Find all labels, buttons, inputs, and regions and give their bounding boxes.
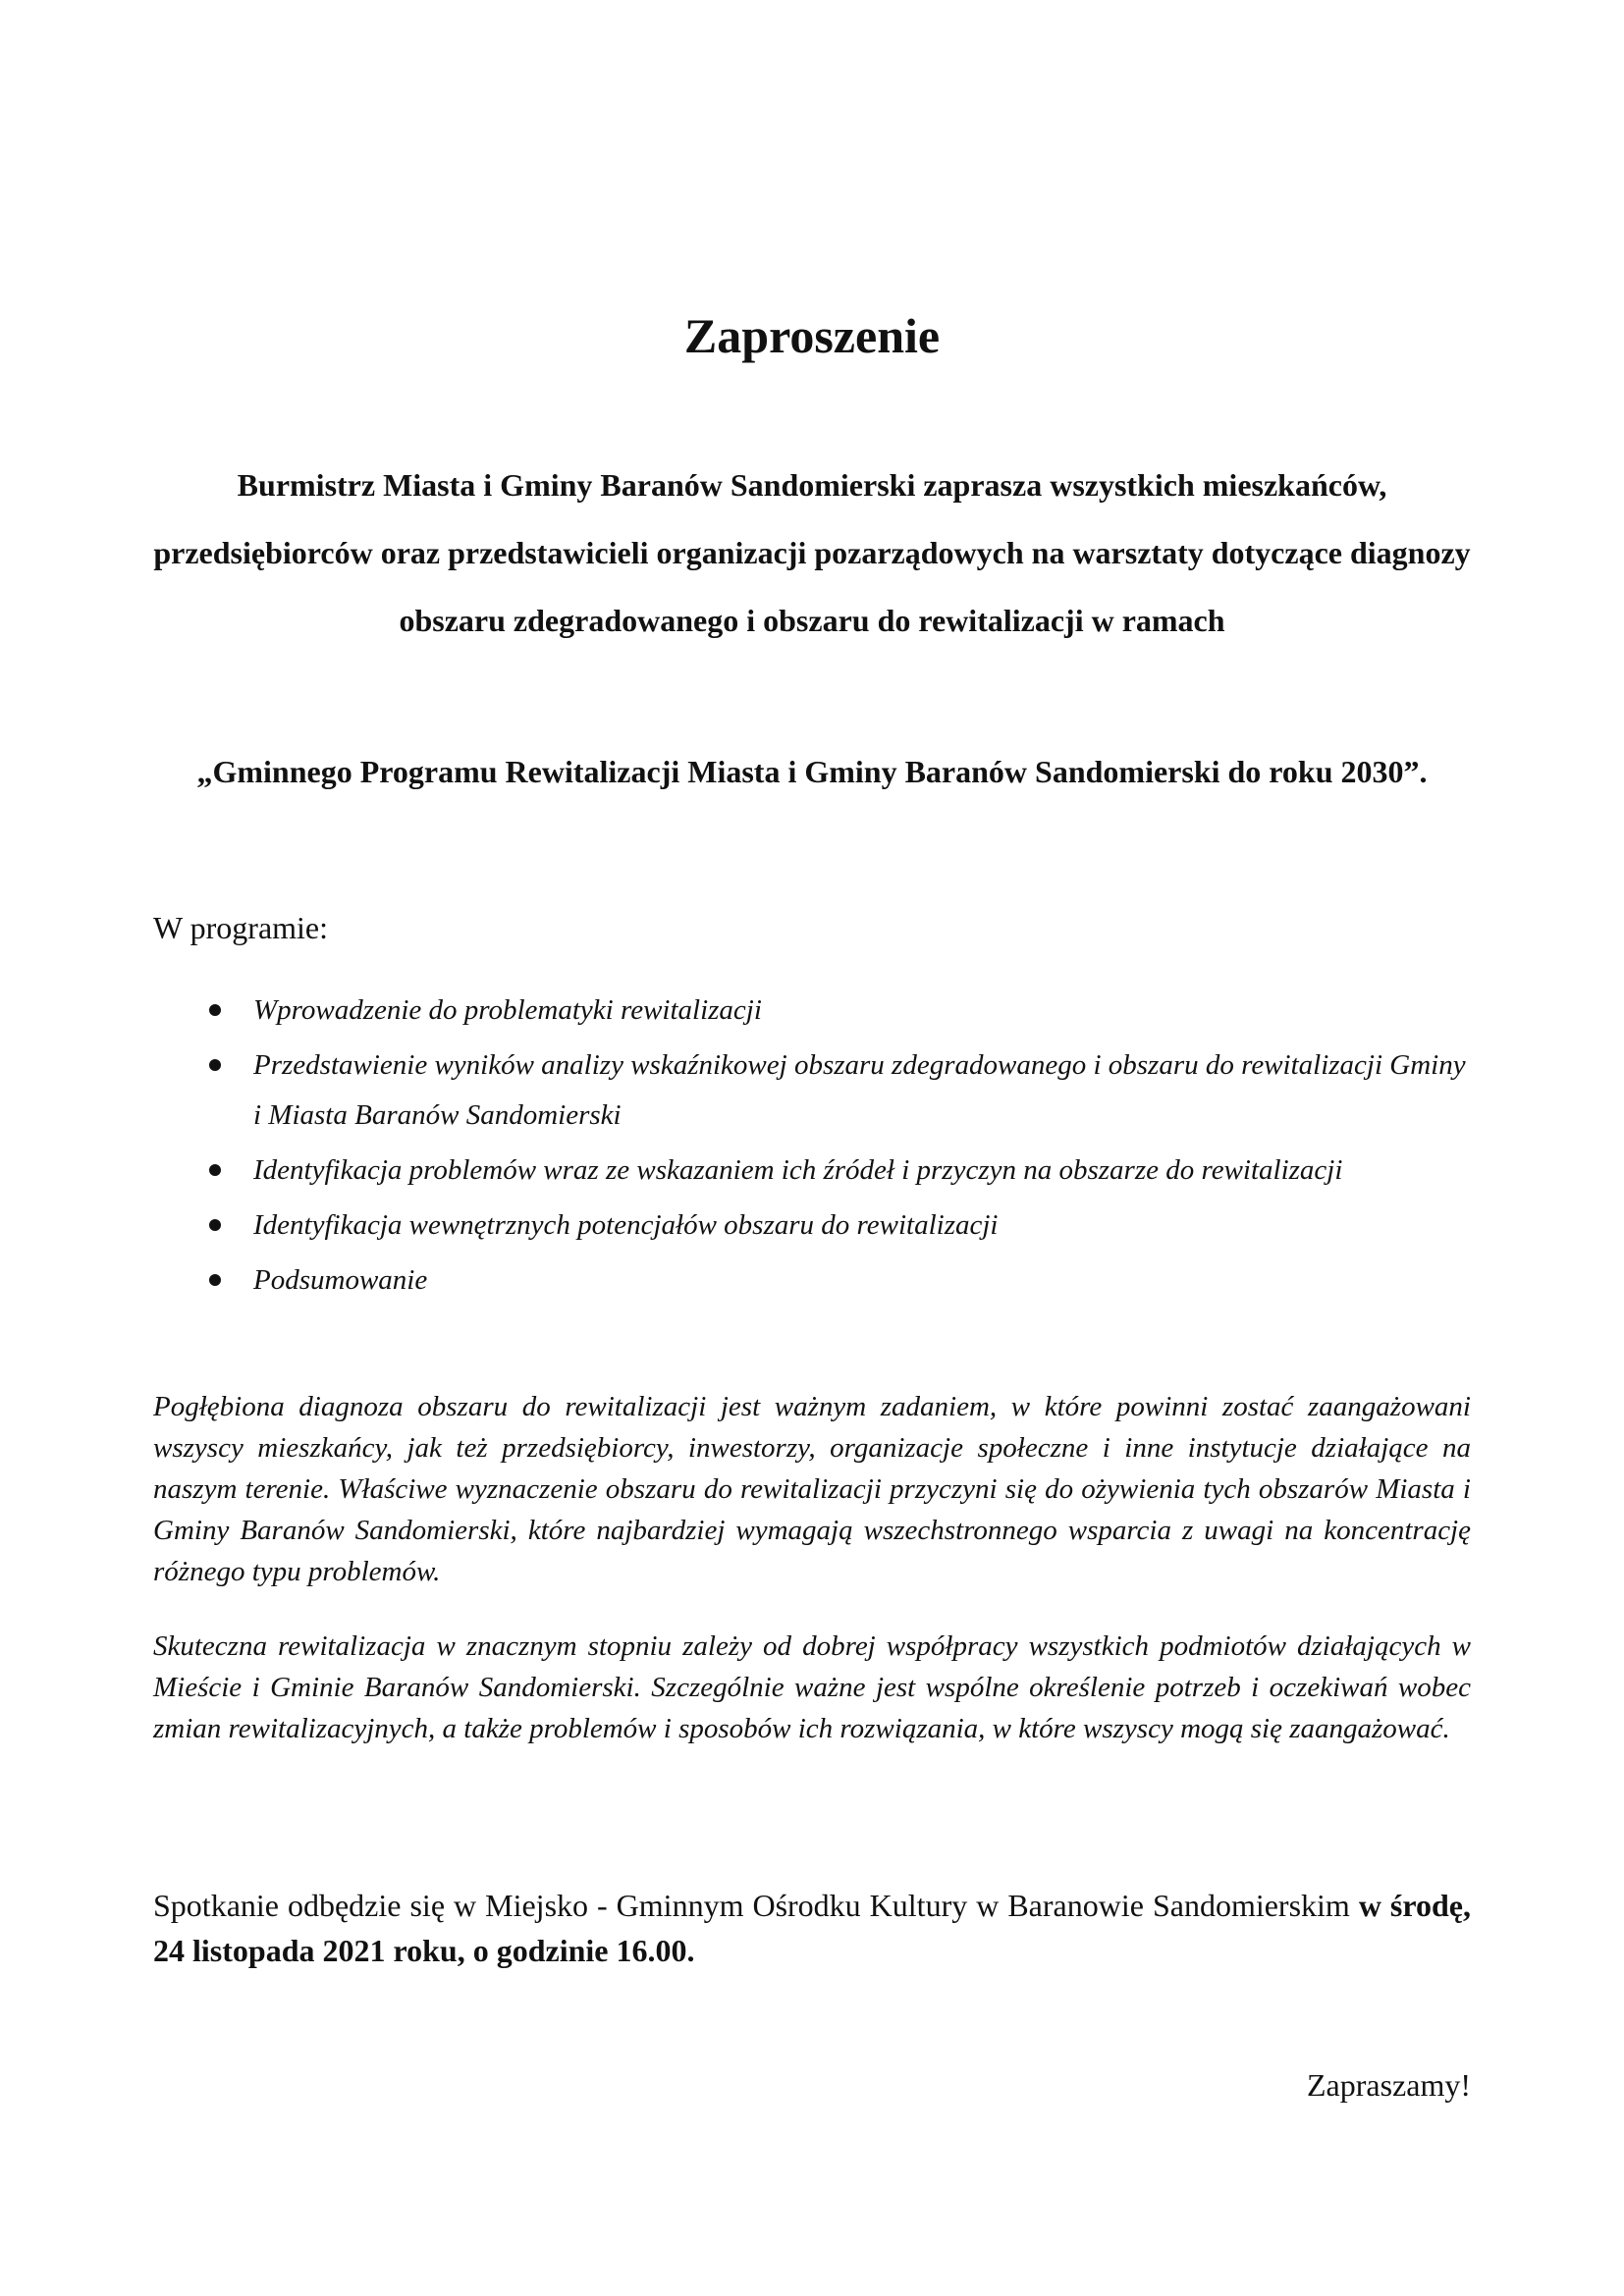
bullet-icon — [209, 1219, 221, 1231]
meeting-datetime: w środę, 24 listopada 2021 roku, o godzinie 16.00. — [153, 1888, 1472, 1968]
agenda-item — [153, 986, 1471, 1036]
bullet-icon — [209, 1004, 221, 1016]
agenda-item-text: Wprowadzenie do problematyki rewitalizacji — [253, 994, 762, 1026]
agenda-item-text: Podsumowanie — [253, 1264, 428, 1296]
closing-remark: Zapraszamy! — [1306, 2067, 1471, 2103]
document-title: Zaproszenie — [683, 308, 941, 363]
agenda-list — [153, 986, 1471, 1310]
bullet-icon — [209, 1059, 221, 1071]
agenda-item-text: Identyfikacja problemów wraz ze wskazaniem ich źródeł i przyczyn na obszarze do rewitalizacji — [253, 1154, 1343, 1186]
invitation-intro: Burmistrz Miasta i Gminy Baranów Sandomierski zaprasza wszystkich mieszkańców, przedsiębiorców oraz przedstawicieli organizacji pozarządowych na warsztaty dotyczące diagnozy obszaru zdegradowanego i obszaru do rewitalizacji w ramach — [153, 467, 1471, 638]
agenda-item-text: Przedstawienie wyników analizy wskaźnikowej obszaru zdegradowanego i obszaru do rewitalizacji Gminy i Miasta Baranów Sandomierski — [253, 1049, 1466, 1131]
agenda-item — [153, 1041, 1471, 1141]
meeting-location: Spotkanie odbędzie się w Miejsko - Gminnym Ośrodku Kultury w Baranowie Sandomierskim — [153, 1888, 1359, 1923]
bullet-icon — [209, 1164, 221, 1176]
program-heading: W programie: — [153, 910, 329, 945]
agenda-item — [153, 1255, 1471, 1306]
meeting-details — [153, 1883, 1471, 1973]
bullet-icon — [209, 1274, 221, 1286]
diagnosis-paragraph: Pogłębiona diagnoza obszaru do rewitalizacji jest ważnym zadaniem, w które powinni zostać zaangażowani wszyscy mieszkańcy, jak też przedsiębiorcy, inwestorzy, organizacje społeczne i inne instytucje działające na naszym terenie. Właściwe wyznaczenie obszaru do rewitalizacji przyczyni się do ożywienia tych obszarów Miasta i Gminy Baranów Sandomierski, które najbardziej wymagają wszechstronnego wsparcia z uwagi na koncentrację różnego typu problemów. — [153, 1391, 1471, 1587]
cooperation-paragraph: Skuteczna rewitalizacja w znacznym stopniu zależy od dobrej współpracy wszystkich podmiotów działających w Mieście i Gminie Baranów Sandomierski. Szczególnie ważne jest wspólne określenie potrzeb i oczekiwań wobec zmian rewitalizacyjnych, a także problemów i sposobów ich rozwiązania, w które wszyscy mogą się zaangażować. — [153, 1630, 1471, 1744]
agenda-item — [153, 1201, 1471, 1251]
agenda-item-text: Identyfikacja wewnętrznych potencjałów obszaru do rewitalizacji — [253, 1209, 999, 1241]
program-name: „Gminnego Programu Rewitalizacji Miasta i Gminy Baranów Sandomierski do roku 2030”. — [196, 754, 1428, 789]
agenda-item — [153, 1146, 1471, 1196]
